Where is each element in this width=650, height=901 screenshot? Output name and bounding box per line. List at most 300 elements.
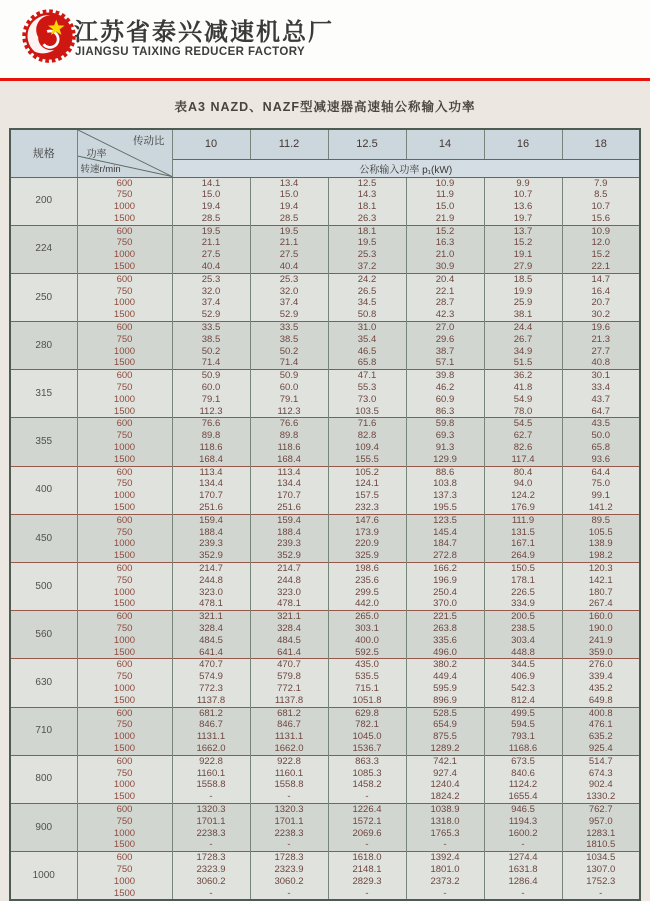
power-cell: 846.7 [172,719,250,731]
power-cell: 1536.7 [328,743,406,755]
speed-cell: 1000 [77,201,172,213]
power-cell: 2148.1 [328,864,406,876]
power-cell: 12.0 [562,237,640,249]
power-cell: 111.9 [484,514,562,526]
power-cell: 103.8 [406,478,484,490]
speed-cell: 600 [77,852,172,864]
power-cell: 435.2 [562,683,640,695]
power-cell: 896.9 [406,695,484,707]
power-cell: 470.7 [172,659,250,671]
table-title: 表A3 NAZD、NAZF型减速器高速轴公称输入功率 [174,100,476,114]
table-row [10,514,640,526]
table-head [10,129,640,177]
power-cell: 470.7 [250,659,328,671]
speed-cell: 600 [77,707,172,719]
power-cell: 239.3 [250,538,328,550]
power-cell: 1701.1 [250,816,328,828]
table-row [10,273,640,285]
power-cell: 1051.8 [328,695,406,707]
power-cell: 52.9 [250,309,328,321]
power-cell: 359.0 [562,647,640,659]
power-cell: 19.6 [562,322,640,334]
power-cell: 157.5 [328,490,406,502]
power-cell: 42.3 [406,309,484,321]
power-cell: 50.0 [562,430,640,442]
power-cell: 34.5 [328,297,406,309]
power-cell: 150.5 [484,563,562,575]
power-cell: 2323.9 [250,864,328,876]
power-cell: 762.7 [562,803,640,815]
power-cell: 198.6 [328,563,406,575]
table-row [10,852,640,864]
table-row [10,803,640,815]
power-cell: 64.4 [562,466,640,478]
table-row [10,563,640,575]
power-cell: 20.7 [562,297,640,309]
power-cell: 10.9 [406,177,484,189]
power-cell: 15.2 [406,225,484,237]
power-cell: - [484,888,562,901]
speed-cell: 1500 [77,550,172,562]
table-row [10,527,640,539]
speed-cell: 1500 [77,647,172,659]
speed-cell: 1500 [77,502,172,514]
power-cell: - [406,888,484,901]
corner-ratio-label: 传动比 [133,135,165,147]
speed-cell: 1000 [77,828,172,840]
table-row [10,370,640,382]
power-cell: 400.0 [328,635,406,647]
power-cell: 1728.3 [250,852,328,864]
speed-cell: 1500 [77,406,172,418]
power-cell: 478.1 [172,598,250,610]
power-cell: 176.9 [484,502,562,514]
power-cell: 22.1 [562,261,640,273]
power-cell: 142.1 [562,575,640,587]
power-cell: 1458.2 [328,779,406,791]
power-cell: - [562,888,640,901]
power-cell: 37.2 [328,261,406,273]
power-cell: 184.7 [406,538,484,550]
speed-cell: 1500 [77,454,172,466]
table-row [10,791,640,803]
power-cell: 14.7 [562,273,640,285]
power-cell: 159.4 [172,514,250,526]
power-cell: 21.0 [406,249,484,261]
spec-cell: 630 [10,659,77,707]
power-cell: - [250,839,328,851]
power-cell: 1240.4 [406,779,484,791]
company-name-en: JIANGSU TAIXING REDUCER FACTORY [75,46,306,58]
power-cell: 1274.4 [484,852,562,864]
power-cell: 846.7 [250,719,328,731]
power-cell: 323.0 [250,587,328,599]
speed-cell: 750 [77,816,172,828]
power-cell: 1662.0 [172,743,250,755]
ratio-value: 10 [172,129,250,159]
spec-cell: 500 [10,563,77,611]
table-row [10,671,640,683]
speed-cell: 750 [77,623,172,635]
table-row [10,261,640,273]
power-cell: 37.4 [172,297,250,309]
power-cell: 1558.8 [250,779,328,791]
speed-cell: 750 [77,430,172,442]
power-cell: 43.7 [562,394,640,406]
power-cell: 1034.5 [562,852,640,864]
power-cell: 118.6 [250,442,328,454]
speed-cell: 1500 [77,357,172,369]
power-cell: 57.1 [406,357,484,369]
speed-cell: 750 [77,286,172,298]
power-cell: 535.5 [328,671,406,683]
power-cell: 1160.1 [172,768,250,780]
power-cell: 782.1 [328,719,406,731]
power-cell: 299.5 [328,587,406,599]
speed-cell: 750 [77,768,172,780]
power-cell: 54.5 [484,418,562,430]
power-cell: 118.6 [172,442,250,454]
power-cell: 15.6 [562,213,640,225]
power-cell: 1655.4 [484,791,562,803]
speed-cell: 1500 [77,598,172,610]
power-cell: 79.1 [250,394,328,406]
power-cell: 27.5 [172,249,250,261]
power-cell: 1320.3 [172,803,250,815]
power-cell: 400.8 [562,707,640,719]
speed-cell: 1000 [77,490,172,502]
table-row [10,286,640,298]
power-cell: 265.0 [328,611,406,623]
power-cell: 46.5 [328,346,406,358]
power-cell: 812.4 [484,695,562,707]
speed-cell: 750 [77,189,172,201]
speed-cell: 750 [77,719,172,731]
power-cell: 14.1 [172,177,250,189]
table-row [10,864,640,876]
power-cell: 863.3 [328,755,406,767]
power-cell: 82.8 [328,430,406,442]
power-cell: 1131.1 [172,731,250,743]
power-cell: 26.5 [328,286,406,298]
power-cell: 323.0 [172,587,250,599]
speed-cell: 600 [77,225,172,237]
power-cell: - [172,839,250,851]
power-cell: 112.3 [250,406,328,418]
power-cell: 922.8 [172,755,250,767]
spec-cell: 560 [10,611,77,659]
power-cell: 40.8 [562,357,640,369]
power-cell: 681.2 [172,707,250,719]
power-cell: 406.9 [484,671,562,683]
speed-cell: 1500 [77,213,172,225]
speed-cell: 600 [77,755,172,767]
power-cell: 55.3 [328,382,406,394]
power-cell: 168.4 [172,454,250,466]
power-cell: 325.9 [328,550,406,562]
power-cell: 37.4 [250,297,328,309]
power-cell: - [328,888,406,901]
spec-cell: 800 [10,755,77,803]
power-cell: 60.9 [406,394,484,406]
power-cell: 1045.0 [328,731,406,743]
power-cell: 31.0 [328,322,406,334]
power-cell: 542.3 [484,683,562,695]
power-cell: 113.4 [250,466,328,478]
power-cell: 380.2 [406,659,484,671]
power-cell: 244.8 [172,575,250,587]
power-cell: 25.9 [484,297,562,309]
power-cell: 448.8 [484,647,562,659]
power-cell: 88.6 [406,466,484,478]
power-cell: 673.5 [484,755,562,767]
power-cell: 927.4 [406,768,484,780]
power-cell: 141.2 [562,502,640,514]
power-cell: 276.0 [562,659,640,671]
power-cell: 62.7 [484,430,562,442]
power-cell: 19.5 [328,237,406,249]
power-cell: 574.9 [172,671,250,683]
power-cell: 3060.2 [250,876,328,888]
power-cell: 19.4 [172,201,250,213]
power-cell: 21.1 [250,237,328,249]
power-cell: 178.1 [484,575,562,587]
power-cell: 20.4 [406,273,484,285]
power-cell: 35.4 [328,334,406,346]
table-row [10,683,640,695]
power-cell: 499.5 [484,707,562,719]
power-cell: 1085.3 [328,768,406,780]
power-cell: 200.5 [484,611,562,623]
spec-cell: 250 [10,273,77,321]
power-cell: 80.4 [484,466,562,478]
power-cell: 129.9 [406,454,484,466]
table-row [10,828,640,840]
spec-cell: 400 [10,466,77,514]
power-cell: 89.8 [250,430,328,442]
red-divider [0,78,650,81]
table-row [10,430,640,442]
table-row [10,888,640,901]
speed-cell: 1500 [77,743,172,755]
power-cell: 1318.0 [406,816,484,828]
power-cell: 946.5 [484,803,562,815]
power-cell: 681.2 [250,707,328,719]
power-cell: 25.3 [172,273,250,285]
power-cell: 117.4 [484,454,562,466]
power-cell: 43.5 [562,418,640,430]
power-cell: 34.9 [484,346,562,358]
power-cell: 3060.2 [172,876,250,888]
power-cell: 13.7 [484,225,562,237]
table-row [10,743,640,755]
power-cell: 1131.1 [250,731,328,743]
table-row [10,598,640,610]
power-cell: - [250,791,328,803]
power-cell: 214.7 [172,563,250,575]
spec-cell: 280 [10,322,77,370]
speed-cell: 600 [77,418,172,430]
power-cell: 76.6 [172,418,250,430]
power-cell: 76.6 [250,418,328,430]
power-cell: 15.0 [406,201,484,213]
power-cell: 12.5 [328,177,406,189]
table-row [10,876,640,888]
power-cell: 1728.3 [172,852,250,864]
power-cell: 27.5 [250,249,328,261]
power-cell: 60.0 [172,382,250,394]
speed-cell: 1500 [77,261,172,273]
power-cell: 28.7 [406,297,484,309]
power-cell: 86.3 [406,406,484,418]
table-row [10,357,640,369]
ratio-value: 16 [484,129,562,159]
power-cell: 124.1 [328,478,406,490]
power-cell: 134.4 [172,478,250,490]
power-cell: 198.2 [562,550,640,562]
speed-cell: 750 [77,382,172,394]
speed-cell: 1000 [77,635,172,647]
speed-cell: 600 [77,370,172,382]
power-cell: 25.3 [328,249,406,261]
power-cell: 196.9 [406,575,484,587]
power-cell: 594.5 [484,719,562,731]
power-cell: 103.5 [328,406,406,418]
speed-cell: 750 [77,671,172,683]
spec-cell: 450 [10,514,77,562]
power-cell: 957.0 [562,816,640,828]
power-cell: 32.0 [250,286,328,298]
power-cell: 1286.4 [484,876,562,888]
power-cell: 60.0 [250,382,328,394]
power-cell: 19.7 [484,213,562,225]
power-cell: 435.0 [328,659,406,671]
table-row [10,454,640,466]
power-cell: 71.6 [328,418,406,430]
power-cell: 78.0 [484,406,562,418]
power-cell: 263.8 [406,623,484,635]
power-cell: 674.3 [562,768,640,780]
speed-cell: 1000 [77,587,172,599]
power-cell: 925.4 [562,743,640,755]
power-cell: 15.0 [250,189,328,201]
power-cell: 30.9 [406,261,484,273]
power-cell: 335.6 [406,635,484,647]
power-cell: 1572.1 [328,816,406,828]
speed-cell: 1000 [77,538,172,550]
speed-cell: 1000 [77,394,172,406]
power-cell: 220.9 [328,538,406,550]
power-cell: 7.9 [562,177,640,189]
table-row [10,201,640,213]
power-cell: 33.5 [172,322,250,334]
power-cell: 50.2 [250,346,328,358]
power-cell: 27.7 [562,346,640,358]
power-cell: 9.9 [484,177,562,189]
table-row [10,587,640,599]
power-cell: 195.5 [406,502,484,514]
table-row [10,442,640,454]
power-cell: 21.3 [562,334,640,346]
power-cell: 54.9 [484,394,562,406]
power-cell: 46.2 [406,382,484,394]
speed-cell: 1500 [77,888,172,901]
table-row [10,322,640,334]
power-cell: 22.1 [406,286,484,298]
power-cell: 134.4 [250,478,328,490]
power-cell: 40.4 [172,261,250,273]
power-cell: 528.5 [406,707,484,719]
power-cell: 1662.0 [250,743,328,755]
power-cell: 370.0 [406,598,484,610]
table-row [10,297,640,309]
power-cell: 73.0 [328,394,406,406]
power-cell: 147.6 [328,514,406,526]
table-row [10,478,640,490]
table-row [10,406,640,418]
power-cell: - [406,839,484,851]
power-cell: 514.7 [562,755,640,767]
ratio-value: 14 [406,129,484,159]
power-cell: 250.4 [406,587,484,599]
power-cell: 1038.9 [406,803,484,815]
power-cell: 321.1 [172,611,250,623]
power-cell: 13.6 [484,201,562,213]
power-cell: 641.4 [250,647,328,659]
spec-cell: 355 [10,418,77,466]
power-cell: 19.4 [250,201,328,213]
power-cell: 251.6 [172,502,250,514]
power-cell: - [328,791,406,803]
power-cell: 190.0 [562,623,640,635]
power-cell: 1137.8 [172,695,250,707]
table-row [10,695,640,707]
power-cell: 99.1 [562,490,640,502]
power-header-cell: 公称输入功率 p₁(kW) [172,159,640,177]
power-cell: 26.7 [484,334,562,346]
power-cell: 38.1 [484,309,562,321]
speed-cell: 1000 [77,249,172,261]
power-cell: 484.5 [172,635,250,647]
table-row [10,719,640,731]
power-cell: 89.8 [172,430,250,442]
power-cell: 50.2 [172,346,250,358]
power-cell: 922.8 [250,755,328,767]
diagonal-corner-cell [77,129,172,177]
power-cell: 112.3 [172,406,250,418]
power-cell: 59.8 [406,418,484,430]
power-cell: 15.0 [172,189,250,201]
power-cell: 28.5 [250,213,328,225]
power-cell: 1752.3 [562,876,640,888]
power-cell: 10.7 [484,189,562,201]
power-cell: 1226.4 [328,803,406,815]
spec-cell: 200 [10,177,77,225]
table-row [10,490,640,502]
power-cell: 742.1 [406,755,484,767]
speed-cell: 600 [77,322,172,334]
power-cell: 38.5 [250,334,328,346]
power-cell: 1283.1 [562,828,640,840]
power-cell: 173.9 [328,527,406,539]
speed-cell: 600 [77,466,172,478]
table-row [10,213,640,225]
power-cell: 145.4 [406,527,484,539]
speed-cell: 1000 [77,731,172,743]
power-cell: 24.2 [328,273,406,285]
power-cell: 840.6 [484,768,562,780]
power-cell: 1392.4 [406,852,484,864]
